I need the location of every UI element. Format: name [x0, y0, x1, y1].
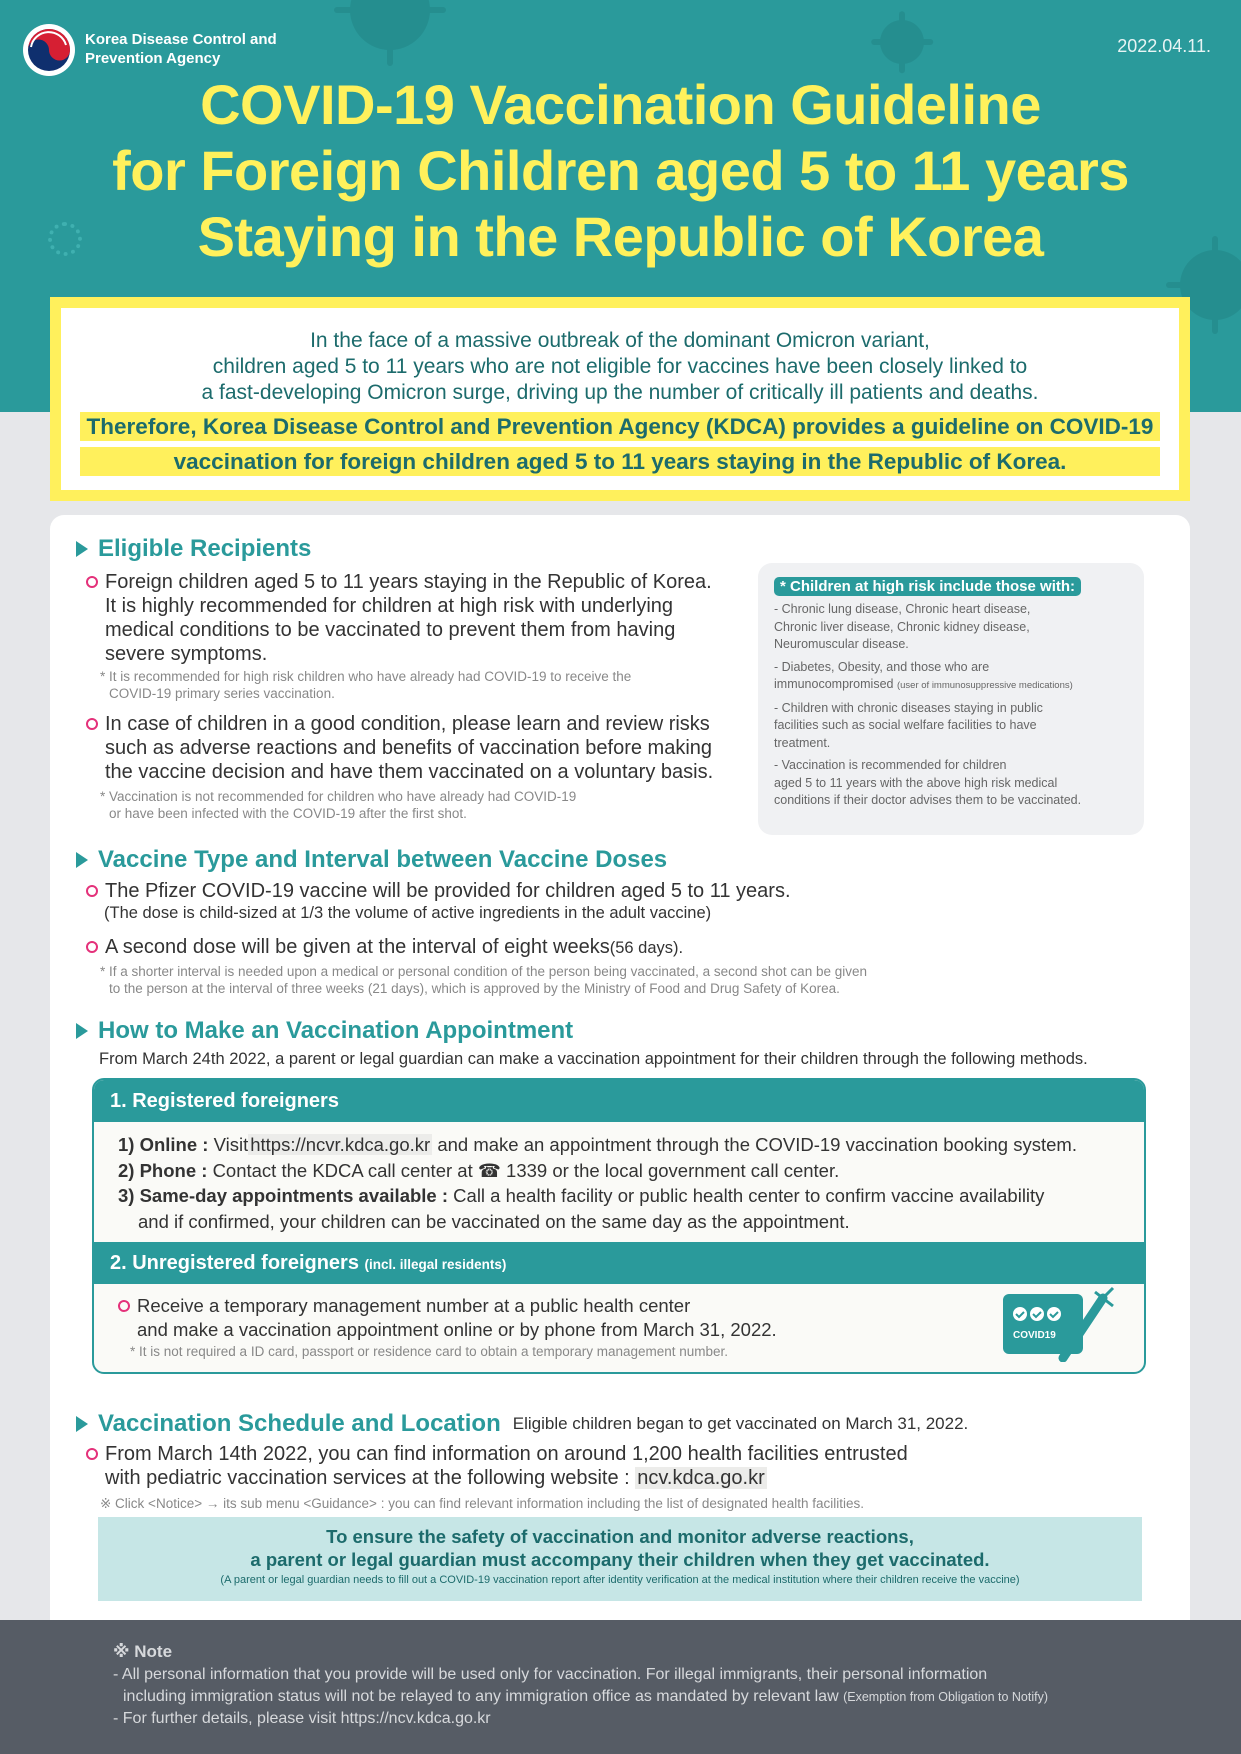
bullet-line: In case of children in a good condition, please learn and review risks: [105, 713, 710, 735]
circle-bullet-icon: [86, 885, 98, 897]
org-name-line: Korea Disease Control and: [85, 31, 277, 48]
risk-small-note: (user of immunosuppressive medications): [896, 680, 1073, 691]
bullet-line: the vaccine decision and have them vaccinated on a voluntary basis.: [105, 761, 714, 783]
virus-icon: [880, 20, 924, 64]
intro-box: [50, 297, 1190, 501]
online-method: [118, 1132, 1120, 1158]
method-text: Contact the KDCA call center at: [212, 1159, 473, 1181]
safety-line: a parent or legal guardian must accompany their children when they get vaccinated.: [250, 1549, 990, 1570]
section-title-text: Eligible Recipients: [98, 535, 312, 562]
circle-bullet-icon: [118, 1300, 130, 1312]
vaccine-bullet-2: [86, 935, 986, 960]
safety-small-line: (A parent or legal guardian needs to fill out a COVID-19 vaccination report after identity verification at the medical institution where their children receive the vaccine): [220, 1574, 1020, 1586]
vaccine-bullet-1: [86, 879, 986, 903]
high-risk-item: [774, 700, 1128, 753]
eligible-bullet-1: [86, 570, 746, 666]
bullet-line: [105, 1466, 1086, 1490]
bullet-line: Receive a temporary management number at a public health center: [137, 1295, 691, 1316]
bullet-line: From March 14th 2022, you can find information on around 1,200 health facilities entrusted: [105, 1443, 908, 1465]
note-line: * It is recommended for high risk children who have already had COVID-19 to receive the: [100, 669, 632, 684]
covid19-vaccine-badge-icon: [1003, 1286, 1118, 1362]
method-text: Visit: [213, 1134, 249, 1155]
note-line: to the person at the interval of three weeks (21 days), which is approved by the Ministry of Food and Drug Safety of Korea.: [109, 981, 840, 996]
high-risk-item: [774, 757, 1128, 810]
registered-content: [94, 1122, 1144, 1242]
risk-line: facilities such as social welfare facilities to have: [774, 718, 1037, 732]
note-line: COVID-19 primary series vaccination.: [109, 686, 335, 701]
footer-note: [0, 1620, 1241, 1754]
risk-line: treatment.: [774, 735, 831, 750]
org-name-line: Prevention Agency: [85, 50, 221, 67]
safety-notice-box: [98, 1517, 1142, 1601]
section-title-text: Vaccination Schedule and Location: [98, 1410, 501, 1437]
bullet-line: and make a vaccination appointment online or by phone from March 31, 2022.: [137, 1319, 777, 1340]
bullet-line: It is highly recommended for children at high risk with underlying: [105, 595, 674, 617]
circle-bullet-icon: [86, 576, 98, 588]
circle-bullet-icon: [86, 1448, 98, 1460]
kdca-logo-icon: [23, 24, 75, 76]
high-risk-box: [758, 563, 1144, 835]
triangle-bullet-icon: [76, 1023, 88, 1039]
vaccine-dose-note: (The dose is child-sized at 1/3 the volume of active ingredients in the adult vaccine): [104, 904, 712, 922]
risk-text: immunocompromised: [774, 677, 894, 691]
method-text: and make an appointment through the COVID-19 vaccination booking system.: [437, 1134, 1077, 1155]
risk-line: Chronic liver disease, Chronic kidney disease,: [774, 619, 1030, 634]
appointment-intro: From March 24th 2022, a parent or legal guardian can make a vaccination appointment for their children through the following methods.: [99, 1050, 1088, 1068]
heading-small: (incl. illegal residents): [364, 1257, 507, 1272]
intro-highlight: Therefore, Korea Disease Control and Prevention Agency (KDCA) provides a guideline on COVID-19: [80, 412, 1160, 441]
section-title-text: Vaccine Type and Interval between Vaccine Doses: [98, 846, 668, 873]
note-line: * Vaccination is not recommended for children who have already had COVID-19: [100, 789, 577, 804]
intro-line: children aged 5 to 11 years who are not eligible for vaccines have been closely linked to: [212, 355, 1028, 378]
schedule-note: ※ Click <Notice> → its sub menu <Guidance> : you can find relevant information including the list of designated health facilities.: [100, 1496, 864, 1511]
method-label: 3) Same-day appointments available :: [118, 1185, 449, 1206]
bullet-line: The Pfizer COVID-19 vaccine will be provided for children aged 5 to 11 years.: [105, 880, 791, 902]
triangle-bullet-icon: [76, 1416, 88, 1432]
risk-line: [774, 676, 1128, 695]
high-risk-heading: * Children at high risk include those with:: [774, 577, 1081, 596]
risk-line: Neuromuscular disease.: [774, 637, 909, 651]
high-risk-item: [774, 601, 1128, 654]
booking-url-link[interactable]: https://ncvr.kdca.go.kr: [250, 1134, 431, 1155]
risk-line: - Diabetes, Obesity, and those who are: [774, 659, 990, 674]
intro-line: a fast-developing Omicron surge, driving up the number of critically ill patients and deaths.: [201, 381, 1039, 404]
footer-line: - All personal information that you provide will be used only for vaccination. For illegal immigrants, their personal information: [113, 1666, 988, 1683]
section-vaccine-title: [76, 846, 667, 874]
method-text: Call a health facility or public health center to confirm vaccine availability: [453, 1185, 1045, 1206]
footer-text: including immigration status will not be relayed to any immigration office as mandated by relevant law: [123, 1688, 839, 1705]
vaccine-note: [100, 963, 867, 997]
risk-line: - Chronic lung disease, Chronic heart disease,: [774, 602, 1031, 616]
bullet-line: Foreign children aged 5 to 11 years staying in the Republic of Korea.: [105, 571, 712, 593]
safety-line: To ensure the safety of vaccination and monitor adverse reactions,: [326, 1526, 914, 1547]
intro-highlight: vaccination for foreign children aged 5 to 11 years staying in the Republic of Korea.: [80, 447, 1160, 476]
publish-date: 2022.04.11.: [1117, 36, 1211, 56]
eligible-bullet-2: [86, 712, 766, 784]
bullet-line: such as adverse reactions and benefits of vaccination before making: [105, 737, 713, 759]
note-line: * If a shorter interval is needed upon a medical or personal condition of the person being vaccinated, a second shot can be given: [100, 964, 867, 979]
section-title-text: How to Make an Vaccination Appointment: [98, 1017, 574, 1044]
phone-method: [118, 1158, 1120, 1184]
section-schedule-title: [76, 1410, 968, 1438]
page-title: [0, 72, 1241, 270]
org-name: [85, 30, 277, 68]
bullet-line: medical conditions to be vaccinated to prevent them from having: [105, 619, 676, 641]
risk-line: conditions if their doctor advises them to be vaccinated.: [774, 793, 1082, 807]
risk-line: - Children with chronic diseases staying in public: [774, 700, 1043, 715]
title-line: COVID-19 Vaccination Guideline: [200, 73, 1041, 136]
eligible-note-2: [100, 788, 576, 822]
badge-label: COVID19: [1013, 1330, 1056, 1341]
sameday-method: [118, 1183, 1120, 1209]
unregistered-note: * It is not required a ID card, passport or residence card to obtain a temporary management number.: [130, 1344, 729, 1359]
method-label: 2) Phone :: [118, 1159, 208, 1181]
footer-line: - For further details, please visit https://ncv.kdca.go.kr: [113, 1710, 491, 1727]
facility-url-link[interactable]: ncv.kdca.go.kr: [637, 1467, 765, 1489]
unregistered-content: [94, 1284, 1144, 1369]
intro-line: In the face of a massive outbreak of the dominant Omicron variant,: [310, 329, 930, 352]
method-text: 1339 or the local government call center.: [506, 1159, 840, 1181]
unregistered-heading: [94, 1242, 1144, 1284]
section-subtitle: Eligible children began to get vaccinated on March 31, 2022.: [512, 1414, 969, 1433]
risk-line: - Vaccination is recommended for children: [774, 758, 1007, 772]
footer-line: [113, 1686, 1241, 1708]
heading-text: 2. Unregistered foreigners: [110, 1252, 359, 1274]
intro-text: [61, 308, 1179, 406]
bullet-line: severe symptoms.: [105, 643, 268, 665]
high-risk-item: [774, 659, 1128, 695]
title-line: Staying in the Republic of Korea: [197, 205, 1044, 268]
section-eligible-title: [76, 535, 311, 563]
method-text: and if confirmed, your children can be vaccinated on the same day as the appointment.: [138, 1210, 850, 1232]
section-appointment-title: [76, 1017, 573, 1045]
phone-icon: ☎: [477, 1159, 501, 1181]
registered-heading: 1. Registered foreigners: [94, 1080, 1144, 1122]
content-card: [50, 515, 1190, 1620]
note-line: or have been infected with the COVID-19 after the first shot.: [109, 806, 467, 821]
circle-bullet-icon: [86, 718, 98, 730]
circle-bullet-icon: [86, 941, 98, 953]
eligible-note-1: [100, 668, 631, 702]
title-line: for Foreign Children aged 5 to 11 years: [112, 139, 1129, 202]
footer-small: (Exemption from Obligation to Notify): [843, 1690, 1049, 1704]
footer-heading: ※ Note: [113, 1642, 173, 1661]
bullet-small: (56 days).: [609, 939, 684, 957]
virus-icon: [350, 0, 430, 50]
bullet-text: A second dose will be given at the interval of eight weeks: [105, 936, 610, 958]
triangle-bullet-icon: [76, 852, 88, 868]
triangle-bullet-icon: [76, 541, 88, 557]
appointment-box: [92, 1078, 1146, 1374]
risk-line: aged 5 to 11 years with the above high risk medical: [774, 775, 1058, 790]
bullet-text: with pediatric vaccination services at the following website :: [105, 1467, 630, 1489]
method-label: 1) Online :: [118, 1134, 209, 1155]
schedule-bullet: [86, 1442, 1086, 1490]
unregistered-bullet: [118, 1294, 1120, 1342]
